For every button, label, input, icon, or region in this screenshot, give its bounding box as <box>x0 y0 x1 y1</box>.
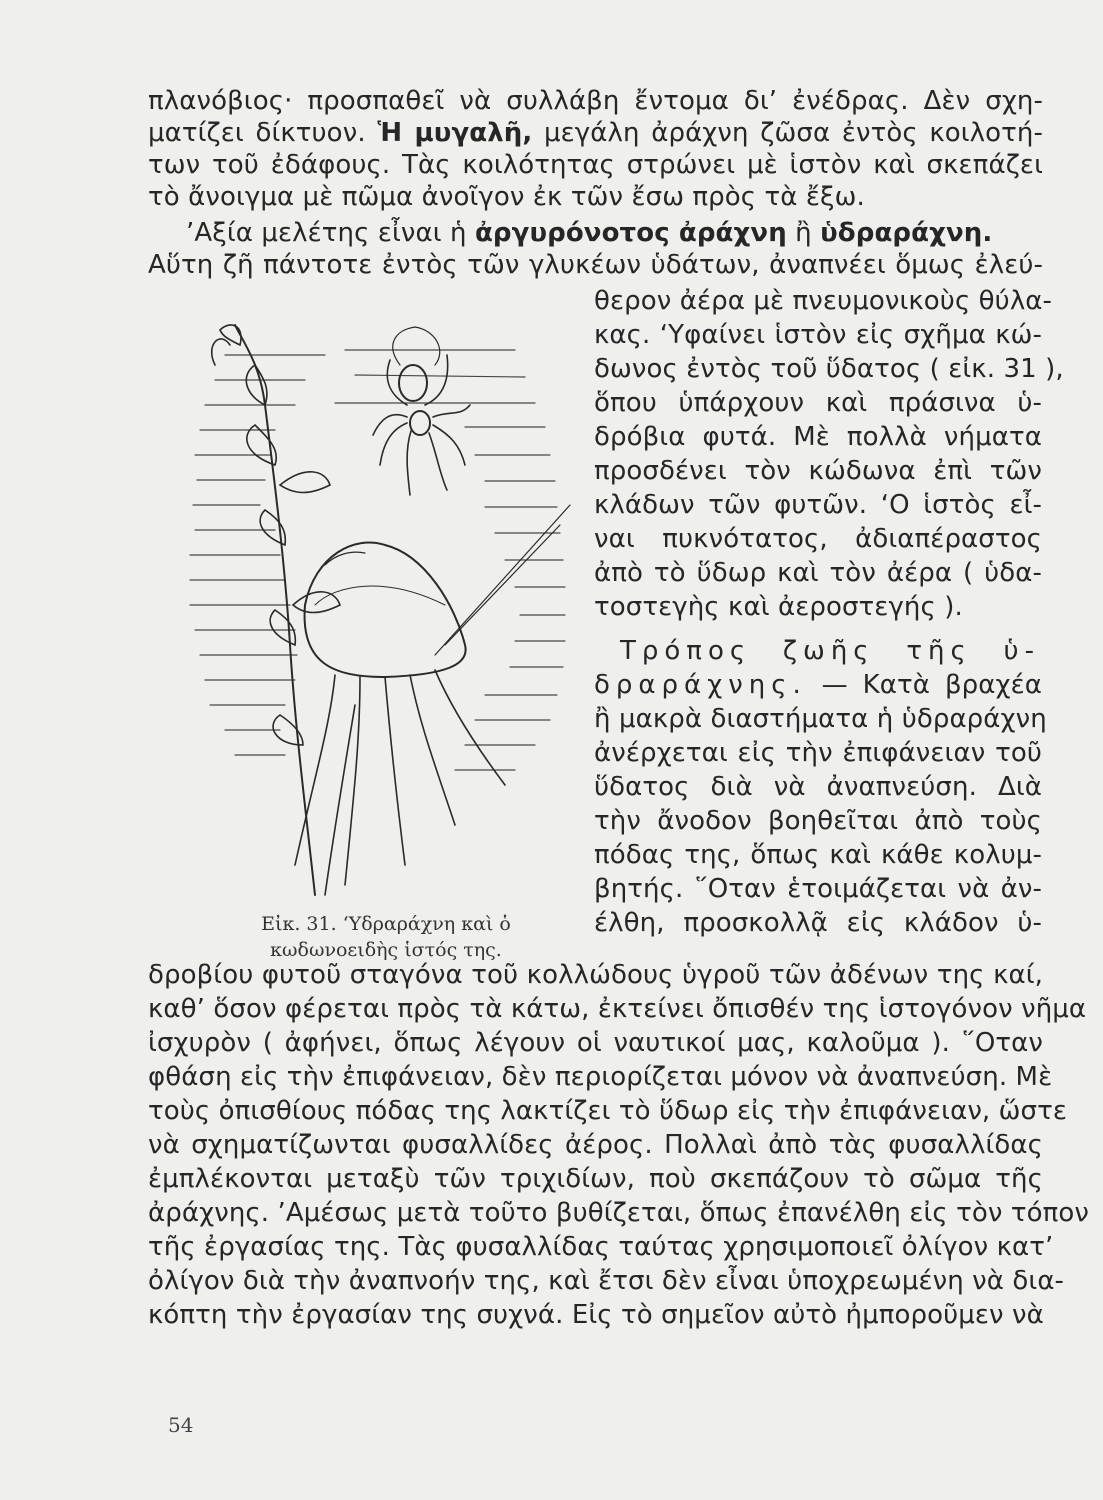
text-line-27: ἰσχυρὸν ( ἀφήνει, ὅπως λέγουν οἱ ναυτικοί μας, καλοῦμα ). ῞Οταν <box>148 1028 1043 1058</box>
text-line-20: ὕδατος διὰ νὰ ἀναπνεύση. Διὰ <box>594 772 1042 802</box>
text-line-21: τὴν ἄνοδον βοηθεῖται ἀπὸ τοὺς <box>594 806 1042 836</box>
figure-caption-line-2: κωδωνοειδὴς ἱστός της. <box>270 939 502 961</box>
section-heading-cont: δραράχνης. <box>594 670 807 700</box>
text-line-35: κόπτη τὴν ἐργασίαν της συχνά. Εἰς τὸ σημεῖον αὐτὸ ἠμποροῦμεν νὰ <box>148 1300 1044 1330</box>
text-line-31: ἐμπλέκονται μεταξὺ τῶν τριχιδίων, ποὺ σκεπάζουν τὸ σῶμα τῆς <box>148 1164 1043 1194</box>
page-number: 54 <box>168 1413 194 1437</box>
text-segment: — Κατὰ βραχέα <box>806 670 1042 700</box>
text-line-16: τοστεγὴς καὶ ἀεροστεγής ). <box>594 592 963 622</box>
text-line-26: καθ’ ὅσον φέρεται πρὸς τὰ κάτω, ἐκτείνει ὄπισθέν της ἱστογόνον νῆμα <box>148 994 1087 1024</box>
text-line-7: θερον ἀέρα μὲ πνευμονικοὺς θύλα- <box>594 286 1053 316</box>
text-line-30: νὰ σχηματίζωνται φυσαλλίδες ἀέρος. Πολλαὶ ἀπὸ τὰς φυσαλλίδας <box>148 1130 1043 1160</box>
text-line-24: έλθη, προσκολλᾷ εἰς κλάδον ὑ- <box>594 908 1042 938</box>
text-line-9: δωνος ἐντὸς τοῦ ὕδατος ( εἰκ. 31 ), <box>594 354 1064 384</box>
text-line-5 <box>186 218 993 248</box>
text-line-28: φθάση εἰς τὴν ἐπιφάνειαν, δὲν περιορίζεται μόνον νὰ ἀναπνεύση. Μὲ <box>148 1062 1053 1092</box>
text-segment: ματίζει δίκτυον. <box>148 118 378 148</box>
text-line-10: ὅπου ὑπάρχουν καὶ πράσινα ὑ- <box>594 388 1042 418</box>
term-argyronotos: ἀργυρόνοτος ἀράχνη <box>474 218 787 248</box>
text-line-1: πλανόβιος· προσπαθεῖ νὰ συλλάβη ἔντομα δι’ ἐνέδρας. Δὲν σχη- <box>148 86 1043 116</box>
figure-caption-line-1: Εἰκ. 31. ‘Υδραράχνη καὶ ὁ <box>261 913 511 935</box>
text-line-4: τὸ ἄνοιγμα μὲ πῶμα ἀνοῖγον ἐκ τῶν ἔσω πρὸς τὰ ἔξω. <box>148 182 865 212</box>
text-segment: ἢ <box>786 218 821 248</box>
text-segment: ’Αξία μελέτης εἶναι ἡ <box>186 218 475 248</box>
text-line-15: ἀπὸ τὸ ὕδωρ καὶ τὸν ἀέρα ( ὑδα- <box>594 558 1042 588</box>
text-segment: μεγάλη ἀράχνη ζῶσα ἐντὸς κοιλοτή- <box>532 118 1043 148</box>
section-heading: Τρόπος ζωῆς τῆς ὑ- <box>620 636 1040 666</box>
text-line-11: δρόβια φυτά. Μὲ πολλὰ νήματα <box>594 422 1042 452</box>
text-line-13: κλάδων τῶν φυτῶν. ‘Ο ἱστὸς εἶ- <box>594 490 1042 520</box>
text-line-32: ἀράχνης. ’Αμέσως μετὰ τοῦτο βυθίζεται, ὅπως ἐπανέλθη εἰς τὸν τόπον <box>148 1198 1090 1228</box>
term-ydrarachni: ὑδραράχνη. <box>820 218 993 248</box>
text-line-25: δροβίου φυτοῦ σταγόνα τοῦ κολλώδους ὑγροῦ τῶν ἀδένων της καί, <box>148 960 1043 990</box>
text-line-8: κας. ‘Υφαίνει ἱστὸν εἰς σχῆμα κώ- <box>594 320 1042 350</box>
text-line-12: προσδένει τὸν κώδωνα ἐπὶ τῶν <box>594 456 1042 486</box>
text-line-6: Αὕτη ζῆ πάντοτε ἐντὸς τῶν γλυκέων ὑδάτων, ἀναπνέει ὅμως ἐλεύ- <box>148 250 1043 280</box>
text-line-33: τῆς ἐργασίας της. Τὰς φυσαλλίδας ταύτας χρησιμοποιεῖ ὀλίγον κατ’ <box>148 1232 1054 1262</box>
text-line-17 <box>594 670 1042 700</box>
text-line-34: ὀλίγον διὰ τὴν ἀναπνοήν της, καὶ ἔτσι δὲν εἶναι ὑποχρεωμένη νὰ δια- <box>148 1266 1065 1296</box>
text-line-29: τοὺς ὀπισθίους πόδας της λακτίζει τὸ ὕδωρ εἰς τὴν ἐπιφάνειαν, ὥστε <box>148 1096 1068 1126</box>
text-line-18: ἢ μακρὰ διαστήματα ἡ ὑδραράχνη <box>594 704 1047 734</box>
text-line-23: βητής. ῞Οταν ἑτοιμάζεται νὰ ἀν- <box>594 874 1042 904</box>
text-line-19: ἀνέρχεται εἰς τὴν ἐπιφάνειαν τοῦ <box>594 738 1042 768</box>
text-line-14: ναι πυκνότατος, ἀδιαπέραστος <box>594 524 1042 554</box>
water-spider-illustration <box>185 305 580 905</box>
term-mygali: Ἡ μυγαλῆ, <box>377 118 533 148</box>
text-line-3: των τοῦ ἐδάφους. Τὰς κοιλότητας στρώνει μὲ ἱστὸν καὶ σκεπάζει <box>148 150 1043 180</box>
text-line-2 <box>148 118 1043 148</box>
text-line-22: πόδας της, ὅπως καὶ κάθε κολυμ- <box>594 840 1042 870</box>
